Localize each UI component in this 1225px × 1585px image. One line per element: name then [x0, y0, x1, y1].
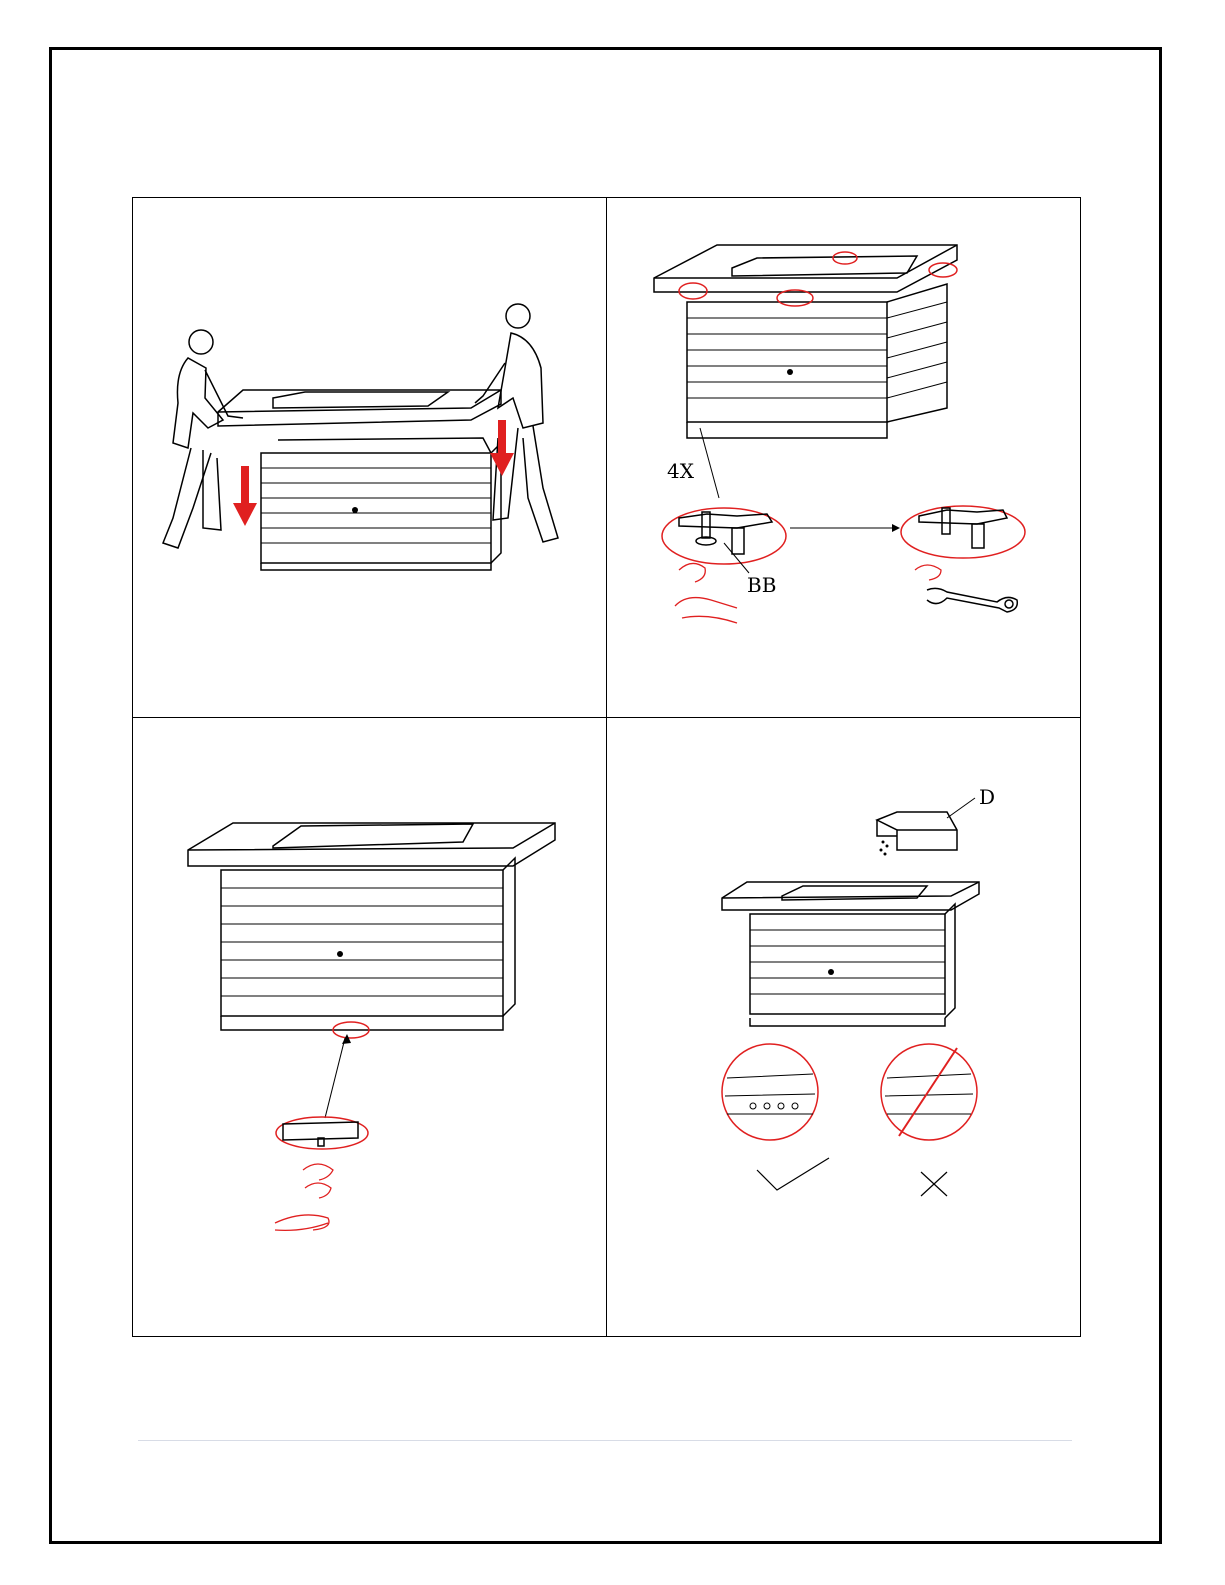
rotate-hand-icon	[675, 563, 941, 623]
bolt-detail-before	[662, 508, 786, 564]
knob-icon	[352, 507, 358, 513]
part-label-bb: BB	[747, 573, 777, 597]
step-panel-2	[607, 198, 1080, 717]
step-panel-1	[133, 198, 606, 717]
check-mark-icon	[757, 1158, 829, 1190]
step-panel-4	[607, 718, 1080, 1336]
wrong-detail	[881, 1044, 977, 1140]
bolt-install-illustration	[607, 198, 1080, 717]
step-panel-3	[133, 718, 606, 1336]
person-right-icon	[475, 304, 558, 542]
foot-detail	[276, 1117, 368, 1149]
down-arrow-icon	[233, 420, 514, 526]
lava-rock-illustration	[607, 718, 1080, 1336]
person-left-icon	[163, 330, 243, 548]
part-label-d: D	[979, 785, 996, 809]
lift-tabletop-illustration	[133, 198, 606, 717]
lava-rock-bag-icon	[877, 812, 957, 850]
wrench-icon	[927, 588, 1017, 612]
level-feet-illustration	[133, 718, 606, 1336]
count-label: 4X	[667, 459, 694, 483]
rotate-hand-icon	[275, 1164, 333, 1230]
footer-rule	[138, 1440, 1072, 1441]
correct-detail	[722, 1044, 818, 1140]
cross-mark-icon	[921, 1172, 947, 1196]
bolt-detail-after	[901, 506, 1025, 558]
